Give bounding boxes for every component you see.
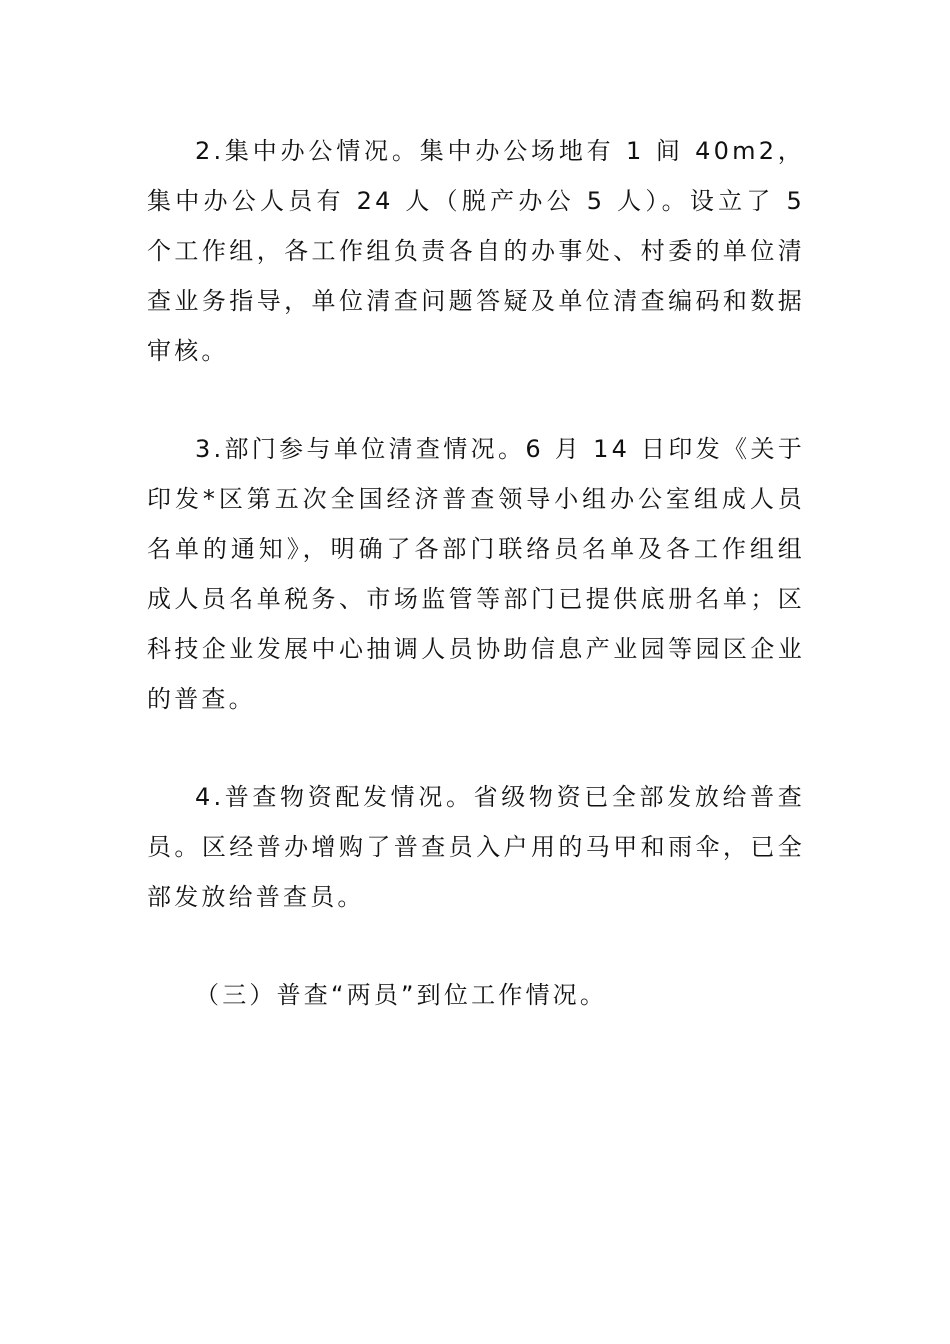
section-heading-two-staff: （三）普查“两员”到位工作情况。	[195, 981, 608, 1009]
paragraph-materials-distribution: 4.普查物资配发情况。省级物资已全部发放给普查员。区经普办增购了普查员入户用的马甲和雨伞，已全部发放给普查员。	[147, 783, 805, 911]
paragraph-department-participation: 3.部门参与单位清查情况。6 月 14 日印发《关于印发*区第五次全国经济普查领导小组办公室组成人员名单的通知》，明确了各部门联络员名单及各工作组组成人员名单税务、市场监管等部门已提供底册名单；区科技企业发展中心抽调人员协助信息产业园等园区企业的普查。	[147, 435, 805, 713]
document-body	[147, 126, 805, 1020]
paragraph-centralized-office: 2.集中办公情况。集中办公场地有 1 间 40m2，集中办公人员有 24 人（脱产办公 5 人）。设立了 5 个工作组，各工作组负责各自的办事处、村委的单位清查业务指导，单位清查问题答疑及单位清查编码和数据审核。	[147, 137, 805, 365]
